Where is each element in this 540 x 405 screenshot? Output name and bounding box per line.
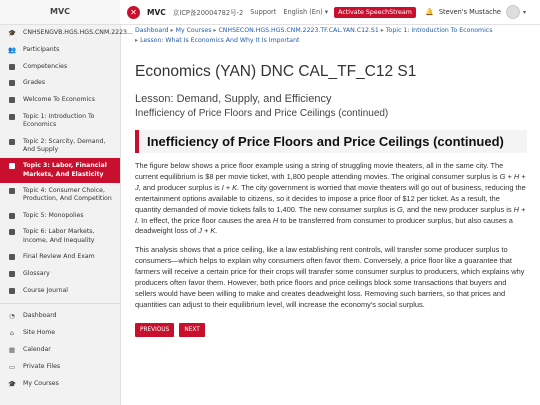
breadcrumb-separator: ▸	[380, 27, 384, 34]
home-icon: ⌂	[9, 329, 15, 338]
sidebar-item-topic-5[interactable]	[0, 208, 120, 225]
chevron-down-icon[interactable]: ▾	[522, 8, 526, 16]
sidebar-item-course[interactable]	[0, 25, 133, 42]
page-title: Economics (YAN) DNC CAL_TF_C12 S1	[135, 63, 417, 80]
checkbox-icon	[8, 253, 16, 262]
breadcrumb-link-dashboard[interactable]: Dashboard	[135, 27, 169, 34]
bell-icon[interactable]: 🔔	[425, 8, 434, 16]
dashboard-icon: ◔	[9, 312, 15, 321]
graduation-cap-icon: 🎓	[8, 29, 17, 37]
main-content	[135, 26, 527, 337]
sidebar-item-label: Competencies	[23, 62, 68, 70]
text-run: and the new producer surplus is	[404, 204, 514, 214]
close-icon[interactable]: ✕	[127, 6, 140, 19]
sidebar-item-label: My Courses	[23, 379, 59, 387]
sidebar-item-label: Glossary	[23, 269, 50, 277]
sidebar-item-grades[interactable]	[0, 75, 120, 92]
sidebar-item-label: Site Home	[23, 329, 56, 337]
breadcrumb-link-lesson[interactable]: Lesson: What Is Economics And Why It Is Important	[140, 37, 300, 44]
sidebar-item-label: Dashboard	[23, 312, 57, 320]
checkbox-icon	[8, 287, 16, 296]
body-paragraph-1	[135, 161, 527, 237]
sidebar-item-label: Topic 1: Introduction To Economics	[23, 112, 95, 129]
sidebar-item-final-review[interactable]	[0, 249, 120, 266]
checkbox-icon	[8, 187, 16, 196]
lesson-subtitle: Inefficiency of Price Floors and Price Ceilings (continued)	[135, 108, 389, 119]
graduation-cap-icon: 🎓	[8, 379, 17, 388]
lesson-navigation	[135, 323, 527, 337]
sidebar-item-site-home[interactable]	[0, 325, 120, 342]
next-button[interactable]: NEXT	[179, 323, 204, 337]
sidebar-divider	[0, 303, 120, 304]
text-run: The figure below shows a price floor example using a string of struggling movie theaters, all in the same city. The current equilibrium is $8 per movie ticket, with 1,800 people attending movies. The original consumer surplus is	[135, 161, 504, 181]
sidebar-item-label: Topic 2: Scarcity, Demand, And Supply	[23, 137, 106, 153]
variable-text: H	[272, 215, 279, 225]
user-menu[interactable]	[425, 5, 526, 19]
sidebar-item-topic-4[interactable]	[0, 183, 120, 208]
sidebar-item-dashboard[interactable]	[0, 308, 120, 325]
avatar[interactable]	[506, 5, 520, 19]
registration-link[interactable]: 京ICP备20004782号-2	[172, 9, 244, 17]
checkbox-icon	[8, 212, 16, 221]
sidebar-item-competencies[interactable]	[0, 59, 120, 76]
sidebar-item-label: Calendar	[23, 346, 51, 354]
variable-text: G,	[396, 204, 405, 214]
text-run: The city government is worried that movie theaters will go out of business, reducing the entertainment options available to citizens, so it decides to impose a price floor of $12 per ticket. As a result, the quantity demanded of movie tickets falls to 1,400. The new consumer surplus is	[135, 182, 526, 214]
checkbox-icon	[8, 79, 16, 88]
text-run: to be transferred from consumer to producer surplus, but also causes a deadweight loss of	[135, 215, 513, 236]
section-heading: Inefficiency of Price Floors and Price Ceilings (continued)	[135, 130, 527, 153]
checkbox-icon	[8, 63, 16, 72]
breadcrumb-separator: ▸	[170, 27, 174, 34]
site-brand[interactable]: MVC	[147, 7, 166, 17]
checkbox-icon	[8, 162, 16, 171]
checkbox-icon	[8, 96, 16, 105]
sidebar-item-private-files[interactable]	[0, 359, 120, 376]
sidebar-item-topic-1[interactable]	[0, 109, 120, 134]
breadcrumb	[135, 26, 527, 46]
sidebar-item-label: Private Files	[23, 362, 61, 370]
sidebar-item-label: Grades	[23, 79, 46, 87]
users-icon: 👥	[8, 45, 17, 54]
checkbox-icon	[8, 228, 16, 237]
sidebar-item-label: Topic 3: Labor, Financial Markets, And Elasticity	[23, 162, 107, 178]
breadcrumb-link-course[interactable]: CNHSECON.HGS.HGS.CNM.2223.TF.CAL.YAN.C12.S1	[218, 27, 379, 34]
previous-button[interactable]: PREVIOUS	[135, 323, 174, 337]
checkbox-icon	[8, 138, 16, 147]
sidebar-item-label: Welcome To Economics	[23, 96, 95, 104]
breadcrumb-link-topic[interactable]: Topic 1: Introduction To Economics	[385, 27, 493, 34]
sidebar-item-course-journal[interactable]	[0, 283, 120, 300]
breadcrumb-separator: ▸	[213, 27, 217, 34]
text-run: In effect, the price floor causes the area	[139, 215, 273, 225]
sidebar-item-topic-3[interactable]	[0, 158, 120, 183]
sidebar	[0, 0, 133, 405]
sidebar-item-glossary[interactable]	[0, 266, 120, 283]
text-run: and producer surplus is	[140, 182, 222, 192]
sidebar-item-welcome[interactable]	[0, 92, 120, 109]
sidebar-brand: MVC	[0, 0, 120, 25]
sidebar-item-label: Participants	[23, 45, 60, 53]
variable-text: H + I.	[135, 204, 526, 225]
support-link[interactable]: Support	[250, 8, 277, 16]
sidebar-item-label: Topic 6: Labor Markets, Income, And Inequality	[23, 228, 95, 244]
breadcrumb-link-my-courses[interactable]: My Courses	[175, 27, 212, 34]
sidebar-item-label: Topic 5: Monopolies	[23, 211, 84, 219]
lesson-title: Lesson: Demand, Supply, and Efficiency	[135, 93, 332, 105]
sidebar-item-topic-6[interactable]	[0, 224, 120, 249]
body-paragraph-2: This analysis shows that a price ceiling, like a law establishing rent controls, will transfer some producer surplus to consumers—which helps to explain why consumers often favor them. Conversely, a price floor like a guarantee that farmers will receive a certain price for their crops will transfer some consumer surplus to producers, which explains why producers often favor them. However, both price floors and price ceilings block some transactions that buyers and sellers would have been willing to make and creates deadweight loss. Removing such barriers, so that prices and quantities can adjust to their equilibrium level, will increase the economy's social surplus.	[135, 245, 525, 309]
calendar-icon: ▦	[8, 346, 16, 355]
variable-text: I + K.	[221, 182, 240, 192]
sidebar-item-label: Topic 4: Consumer Choice, Production, And Competition	[23, 186, 112, 203]
top-navbar	[120, 0, 540, 25]
activate-speechstream-button[interactable]: Activate SpeechStream	[334, 7, 416, 18]
breadcrumb-separator: ▸	[135, 37, 139, 44]
file-icon: ▭	[8, 362, 16, 371]
checkbox-icon	[8, 270, 16, 279]
checkbox-icon	[8, 113, 16, 122]
sidebar-item-my-courses[interactable]	[0, 376, 120, 393]
sidebar-item-topic-2[interactable]	[0, 134, 120, 159]
sidebar-item-label: CNHSENGVB.HGS.HGS.CNM.2223...	[23, 29, 133, 36]
sidebar-item-participants[interactable]	[0, 42, 120, 59]
variable-text: J + K.	[198, 226, 218, 236]
user-name[interactable]: Steven's Mustache	[438, 8, 501, 16]
sidebar-item-calendar[interactable]	[0, 342, 120, 359]
variable-text: G + H + J,	[135, 171, 526, 192]
language-selector[interactable]: English (En) ▾	[283, 8, 329, 16]
sidebar-item-label: Final Review And Exam	[23, 253, 95, 261]
sidebar-item-label: Course Journal	[23, 286, 68, 294]
